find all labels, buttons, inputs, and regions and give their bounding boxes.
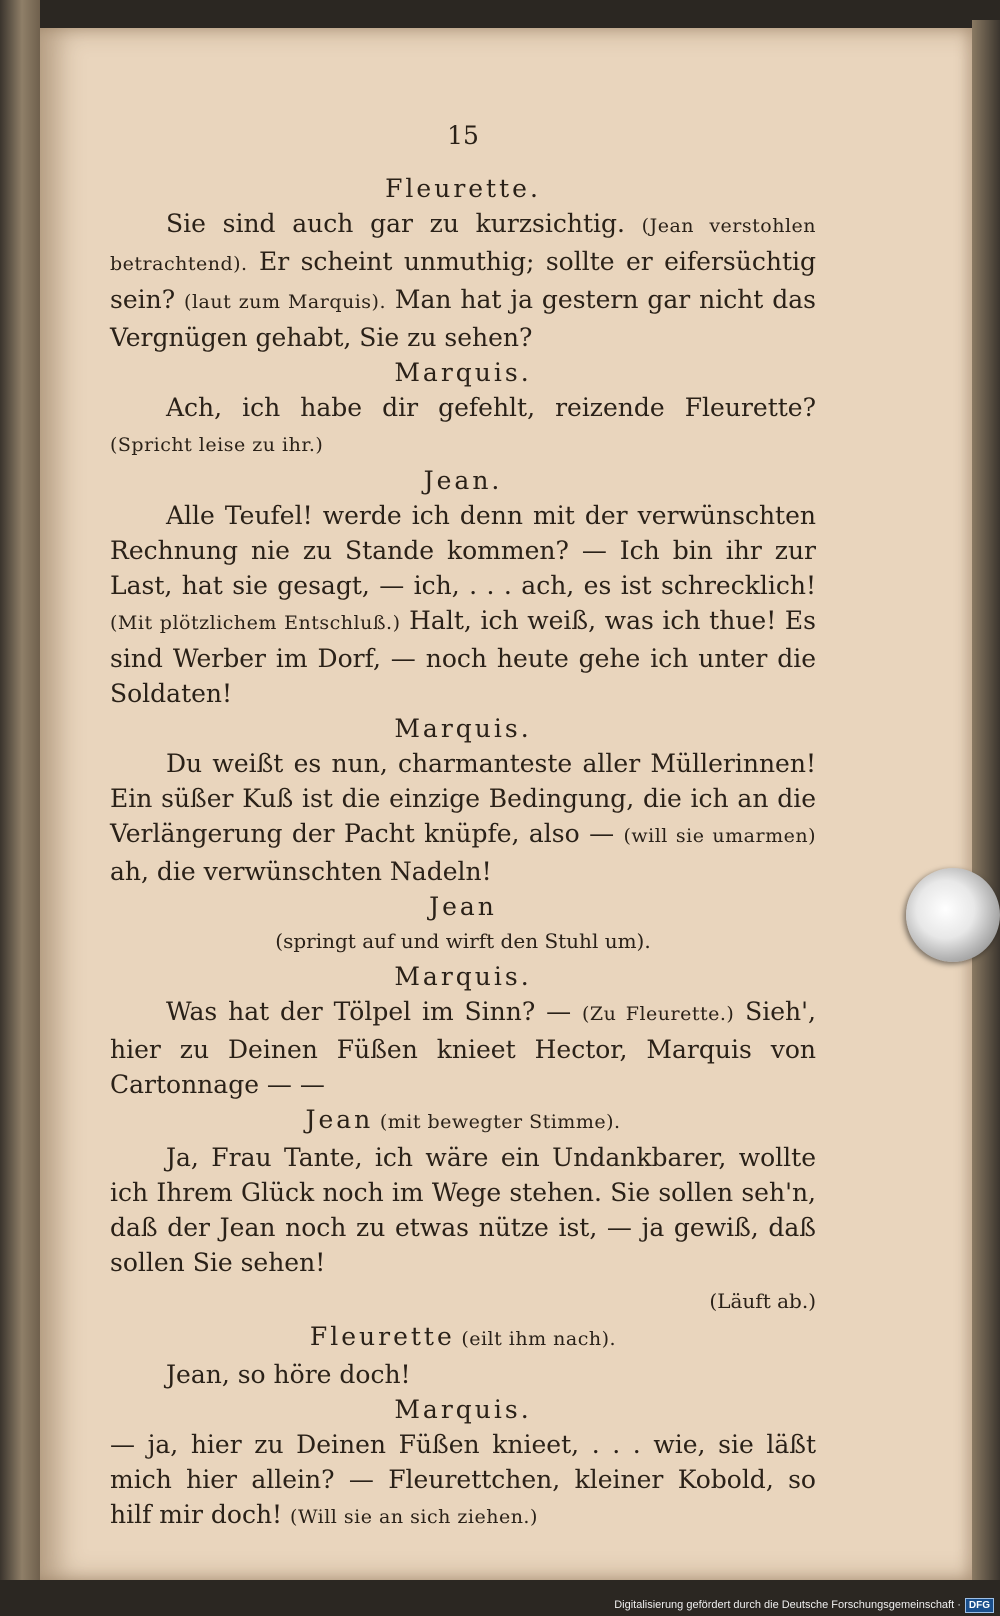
speaker-name: Marquis. [394, 962, 532, 991]
spoken-text: Er scheint unmuthig; sollte er eifersüchtig sein? [110, 247, 816, 314]
speaker-name: Marquis. [394, 714, 532, 743]
spoken-text: Ja, Frau Tante, ich wäre ein Undankbarer, wollte ich Ihrem Glück noch im Wege stehen. Sie sollen seh'n, daß der Jean noch zu etwas nütze ist, — ja gewiß, daß sollen Sie sehen! [110, 1143, 816, 1277]
page-edge-right [972, 20, 1000, 1590]
page-number: 15 [447, 121, 479, 150]
spoken-text: Sieh', hier zu Deinen Füßen knieet Hector, Marquis von Cartonnage — — [110, 997, 816, 1099]
speaker-name [110, 1319, 816, 1357]
credit-text: Digitalisierung gefördert durch die Deutsche Forschungsgemeinschaft · [614, 1599, 961, 1611]
dialogue-blocks [110, 171, 816, 1535]
book-spine-edge [0, 0, 40, 1616]
spoken-text: Du weißt es nun, charmanteste aller Müllerinnen! Ein süßer Kuß ist die einzige Bedingung, die ich an die Verlängerung der Pacht knüpfe, also — [110, 749, 816, 848]
spoken-text: Sie sind auch gar zu kurzsichtig. [166, 209, 642, 238]
page-text [110, 118, 816, 1535]
stage-direction: (Jean verstohlen betrachtend). [110, 215, 816, 275]
spoken-text: Alle Teufel! werde ich denn mit der verwünschten Rechnung nie zu Stande kommen? — Ich bin ihr zur Last, hat sie gesagt, — ich, . . . ach, es ist schrecklich! [110, 501, 816, 600]
stage-direction: (mit bewegter Stimme). [373, 1111, 621, 1133]
dialogue-line [110, 390, 816, 463]
digitization-credit [614, 1597, 994, 1613]
spoken-text: — ja, hier zu Deinen Füßen knieet, . . . wie, sie läßt mich hier allein? — Fleurettchen, kleiner Kobold, so hilf mir doch! [110, 1430, 816, 1529]
dialogue-line [110, 1427, 816, 1535]
stage-direction: (Läuft ab.) [709, 1289, 816, 1313]
speaker-label: Jean [305, 1105, 374, 1134]
speaker-name [110, 1102, 816, 1140]
speaker-name: Marquis. [394, 1395, 532, 1424]
dialogue-line [110, 1140, 816, 1280]
speaker-name: Jean. [423, 466, 503, 495]
dialogue-line [110, 498, 816, 711]
stage-direction: (Will sie an sich ziehen.) [290, 1506, 538, 1528]
speaker-name: Fleurette. [385, 174, 541, 203]
stage-direction: (eilt ihm nach). [454, 1328, 617, 1350]
stage-direction: (will sie umarmen) [623, 825, 816, 847]
stage-direction: (springt auf und wirft den Stuhl um). [275, 929, 651, 953]
stage-direction: (Mit plötzlichem Entschluß.) [110, 612, 401, 634]
dialogue-line [110, 746, 816, 889]
speaker-name: Jean [429, 892, 497, 921]
spoken-text: Halt, ich weiß, was ich thue! Es sind Werber im Dorf, — noch heute gehe ich unter die Soldaten! [110, 606, 816, 708]
dialogue-line [110, 994, 816, 1102]
stage-direction: (Zu Fleurette.) [581, 1003, 735, 1025]
spoken-text: Man hat ja gestern gar nicht das Vergnügen gehabt, Sie zu sehen? [110, 285, 816, 352]
dfg-logo: DFG [965, 1598, 994, 1613]
dialogue-line [110, 1357, 816, 1392]
page-tab-marker [906, 868, 1000, 962]
spoken-text: ah, die verwünschten Nadeln! [110, 857, 492, 886]
stage-direction: (laut zum Marquis). [184, 291, 387, 313]
speaker-name: Marquis. [394, 358, 532, 387]
spoken-text: Was hat der Tölpel im Sinn? — [166, 997, 582, 1026]
speaker-label: Fleurette [309, 1322, 455, 1351]
spoken-text: Ach, ich habe dir gefehlt, reizende Fleurette? [166, 393, 816, 422]
stage-direction: (Spricht leise zu ihr.) [110, 434, 324, 456]
spoken-text: Jean, so höre doch! [166, 1360, 411, 1389]
dialogue-line [110, 206, 816, 355]
